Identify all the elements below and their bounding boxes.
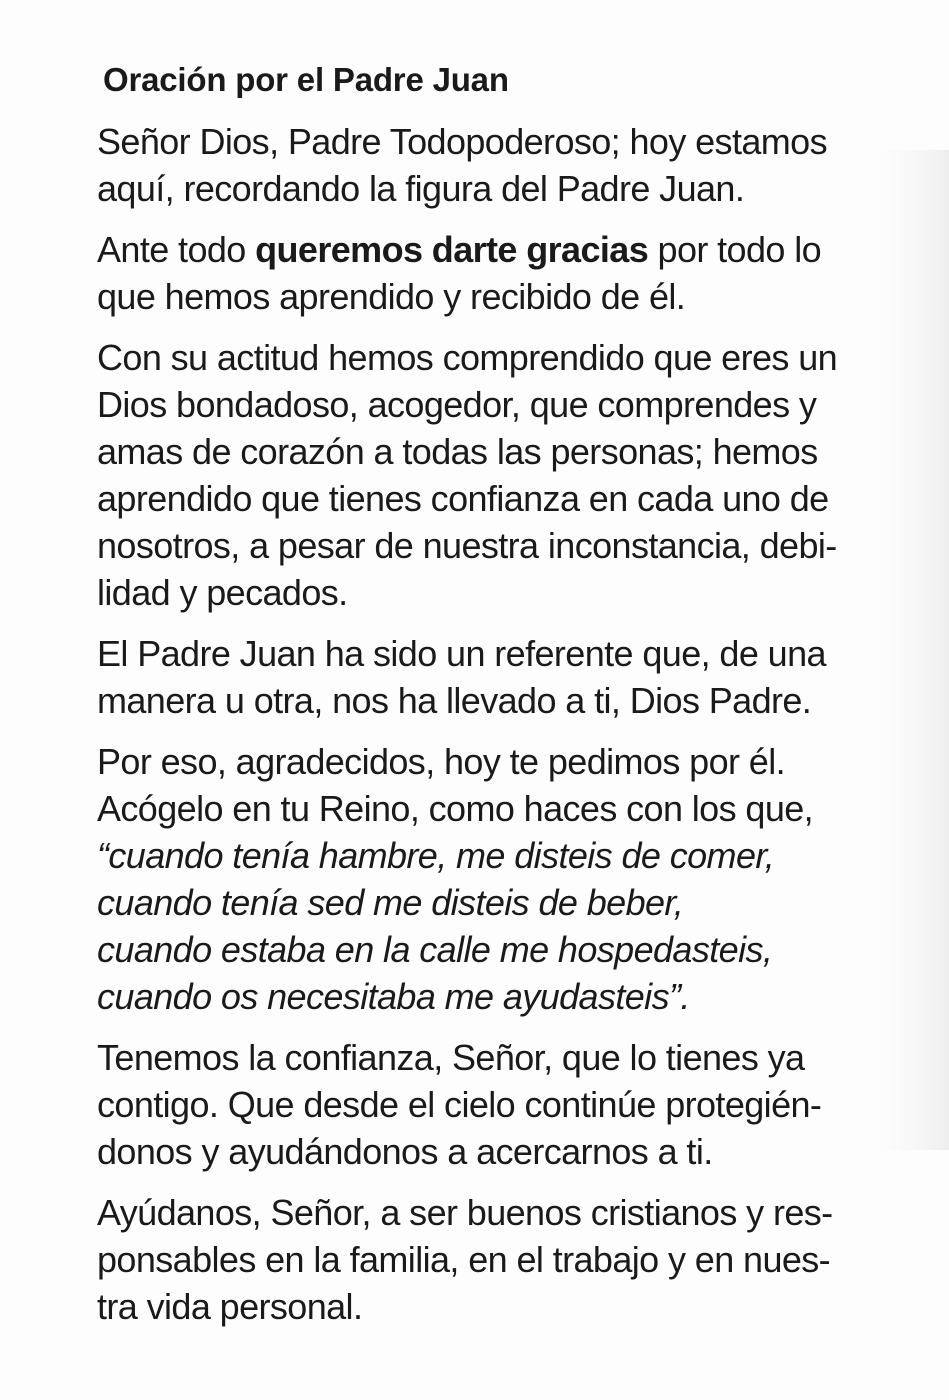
text-line: Ayúdanos, Señor, a ser buenos cristianos y res- [97, 1192, 833, 1233]
text-line: Tenemos la confianza, Señor, que lo tienes ya [97, 1037, 805, 1078]
text-line: aquí, recordando la figura del Padre Juan. [97, 168, 745, 209]
paragraph-4 [97, 630, 917, 724]
text-run: Ante todo [97, 229, 256, 270]
paragraph-1 [97, 118, 917, 212]
quote-line: cuando estaba en la calle me hospedasteis, [97, 929, 773, 970]
paragraph-6 [97, 1034, 917, 1175]
paragraph-5 [97, 738, 917, 1020]
text-line [97, 226, 917, 273]
emphasis-bold: queremos darte gracias [255, 229, 649, 270]
quote-line: cuando os necesitaba me ayudasteis”. [97, 976, 690, 1017]
text-run: por todo lo [648, 229, 822, 270]
text-line: Señor Dios, Padre Todopoderoso; hoy estamos [97, 121, 827, 162]
prayer-text [97, 58, 917, 1344]
text-line: Acógelo en tu Reino, como haces con los que, [97, 788, 814, 829]
text-line: lidad y pecados. [97, 572, 348, 613]
text-line: tra vida personal. [97, 1286, 363, 1327]
text-line: manera u otra, nos ha llevado a ti, Dios Padre. [97, 680, 812, 721]
paragraph-7 [97, 1189, 917, 1330]
text-line: aprendido que tienes confianza en cada uno de [97, 478, 829, 519]
text-line: nosotros, a pesar de nuestra inconstancia, debi- [97, 525, 837, 566]
quote-line: cuando tenía sed me disteis de beber, [97, 882, 684, 923]
text-line: contigo. Que desde el cielo continúe protegién- [97, 1084, 822, 1125]
paragraph-3 [97, 334, 917, 616]
text-line: donos y ayudándonos a acercarnos a ti. [97, 1131, 713, 1172]
paragraph-2 [97, 226, 917, 320]
text-line: El Padre Juan ha sido un referente que, de una [97, 633, 826, 674]
text-line: Con su actitud hemos comprendido que eres un [97, 337, 838, 378]
quote-line: “cuando tenía hambre, me disteis de comer, [97, 835, 775, 876]
text-line: ponsables en la familia, en el trabajo y en nues- [97, 1239, 831, 1280]
page-title: Oración por el Padre Juan [103, 61, 509, 98]
text-line: que hemos aprendido y recibido de él. [97, 276, 686, 317]
text-line: Por eso, agradecidos, hoy te pedimos por él. [97, 741, 786, 782]
text-line: amas de corazón a todas las personas; hemos [97, 431, 818, 472]
text-line: Dios bondadoso, acogedor, que comprendes y [97, 384, 817, 425]
